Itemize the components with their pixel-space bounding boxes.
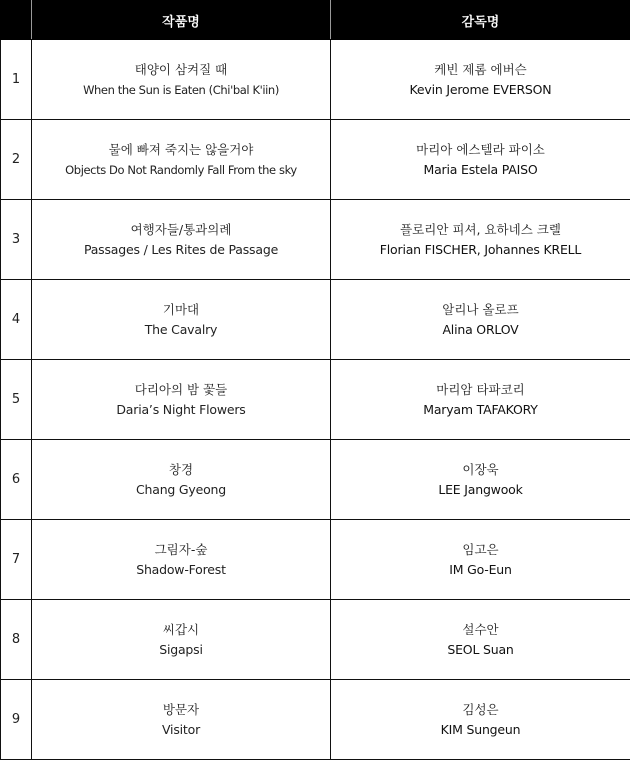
header-director: 감독명 (331, 1, 630, 40)
table-row (1, 440, 630, 520)
film-title-english: Objects Do Not Randomly Fall From the sky (65, 162, 297, 177)
director (331, 220, 630, 260)
director-name-korean: 마리암 타파코리 (436, 381, 525, 397)
director-name-korean: 임고은 (462, 541, 499, 557)
film-title (32, 700, 330, 740)
header-title: 작품명 (32, 1, 331, 40)
film-title-korean: 씨갑시 (162, 621, 200, 637)
film-title-korean: 창경 (168, 461, 194, 477)
film-title-cell (32, 680, 331, 760)
table-row (1, 600, 630, 680)
director-name-english: Maria Estela PAISO (423, 161, 538, 177)
film-title-cell (32, 360, 331, 440)
table-row (1, 40, 630, 120)
director (331, 620, 630, 660)
film-title-english: Shadow-Forest (136, 561, 226, 577)
row-number: 3 (1, 200, 32, 280)
film-title (32, 620, 330, 660)
film-title (32, 300, 330, 340)
table-header-row (1, 1, 630, 40)
film-title-cell (32, 600, 331, 680)
director (331, 380, 630, 420)
director-cell (331, 200, 630, 280)
director (331, 460, 630, 500)
film-title (32, 140, 330, 180)
film-title-korean: 여행자들/통과의례 (130, 221, 232, 237)
film-title-korean: 다리아의 밤 꽃들 (134, 381, 228, 397)
table-body (1, 40, 630, 760)
film-title-english: Chang Gyeong (135, 481, 227, 497)
director-cell (331, 680, 630, 760)
film-title-korean: 그림자-숲 (154, 541, 208, 557)
film-title-cell (32, 520, 331, 600)
table-row (1, 200, 630, 280)
director-cell (331, 440, 630, 520)
row-number: 8 (1, 600, 32, 680)
film-title-cell (32, 280, 331, 360)
director (331, 300, 630, 340)
film-title-english: Passages / Les Rites de Passage (83, 241, 279, 257)
film-title-cell (32, 440, 331, 520)
director-name-korean: 설수안 (462, 621, 499, 637)
row-number: 5 (1, 360, 32, 440)
film-title (32, 540, 330, 580)
director-name-english: Alina ORLOV (442, 321, 519, 337)
director (331, 60, 630, 100)
film-title-cell (32, 120, 331, 200)
director-cell (331, 600, 630, 680)
director (331, 540, 630, 580)
director-name-english: Maryam TAFAKORY (423, 401, 538, 417)
film-title-english: The Cavalry (144, 321, 218, 337)
director-name-english: LEE Jangwook (438, 481, 523, 497)
director-name-korean: 케빈 제롬 에버슨 (434, 61, 527, 77)
film-title-cell (32, 40, 331, 120)
film-title-cell (32, 200, 331, 280)
director-cell (331, 120, 630, 200)
director-name-english: IM Go-Eun (449, 561, 512, 577)
film-title (32, 380, 330, 420)
row-number: 1 (1, 40, 32, 120)
table-row (1, 520, 630, 600)
film-title-korean: 물에 빠져 죽지는 않을거야 (108, 141, 254, 157)
film-title (32, 60, 330, 100)
film-title-korean: 방문자 (162, 701, 200, 717)
director-name-korean: 알리나 올로프 (442, 301, 519, 317)
film-title-korean: 기마대 (162, 301, 200, 317)
header-number (1, 1, 32, 40)
director-name-korean: 플로리안 피셔, 요하네스 크렐 (400, 221, 561, 237)
director-name-korean: 김성은 (462, 701, 499, 717)
table-row (1, 280, 630, 360)
director-cell (331, 520, 630, 600)
row-number: 6 (1, 440, 32, 520)
director-name-english: KIM Sungeun (440, 721, 521, 737)
director-name-korean: 마리아 에스텔라 파이소 (416, 141, 545, 157)
film-title (32, 460, 330, 500)
film-title-english: Sigapsi (159, 641, 203, 657)
film-title (32, 220, 330, 260)
director (331, 700, 630, 740)
director-cell (331, 40, 630, 120)
film-title-korean: 태양이 삼켜질 때 (134, 61, 228, 77)
table-row (1, 360, 630, 440)
row-number: 7 (1, 520, 32, 600)
row-number: 4 (1, 280, 32, 360)
table-row (1, 120, 630, 200)
director-name-english: Florian FISCHER, Johannes KRELL (379, 241, 582, 257)
director-name-english: SEOL Suan (447, 641, 514, 657)
director-cell (331, 280, 630, 360)
row-number: 2 (1, 120, 32, 200)
director-name-english: Kevin Jerome EVERSON (409, 81, 552, 97)
film-title-english: Visitor (161, 721, 201, 737)
row-number: 9 (1, 680, 32, 760)
film-title-english: Daria’s Night Flowers (116, 401, 246, 417)
film-title-english: When the Sun is Eaten (Chi'bal K'iin) (83, 82, 279, 97)
director-name-korean: 이장욱 (462, 461, 499, 477)
director-cell (331, 360, 630, 440)
director (331, 140, 630, 180)
table-row (1, 680, 630, 760)
